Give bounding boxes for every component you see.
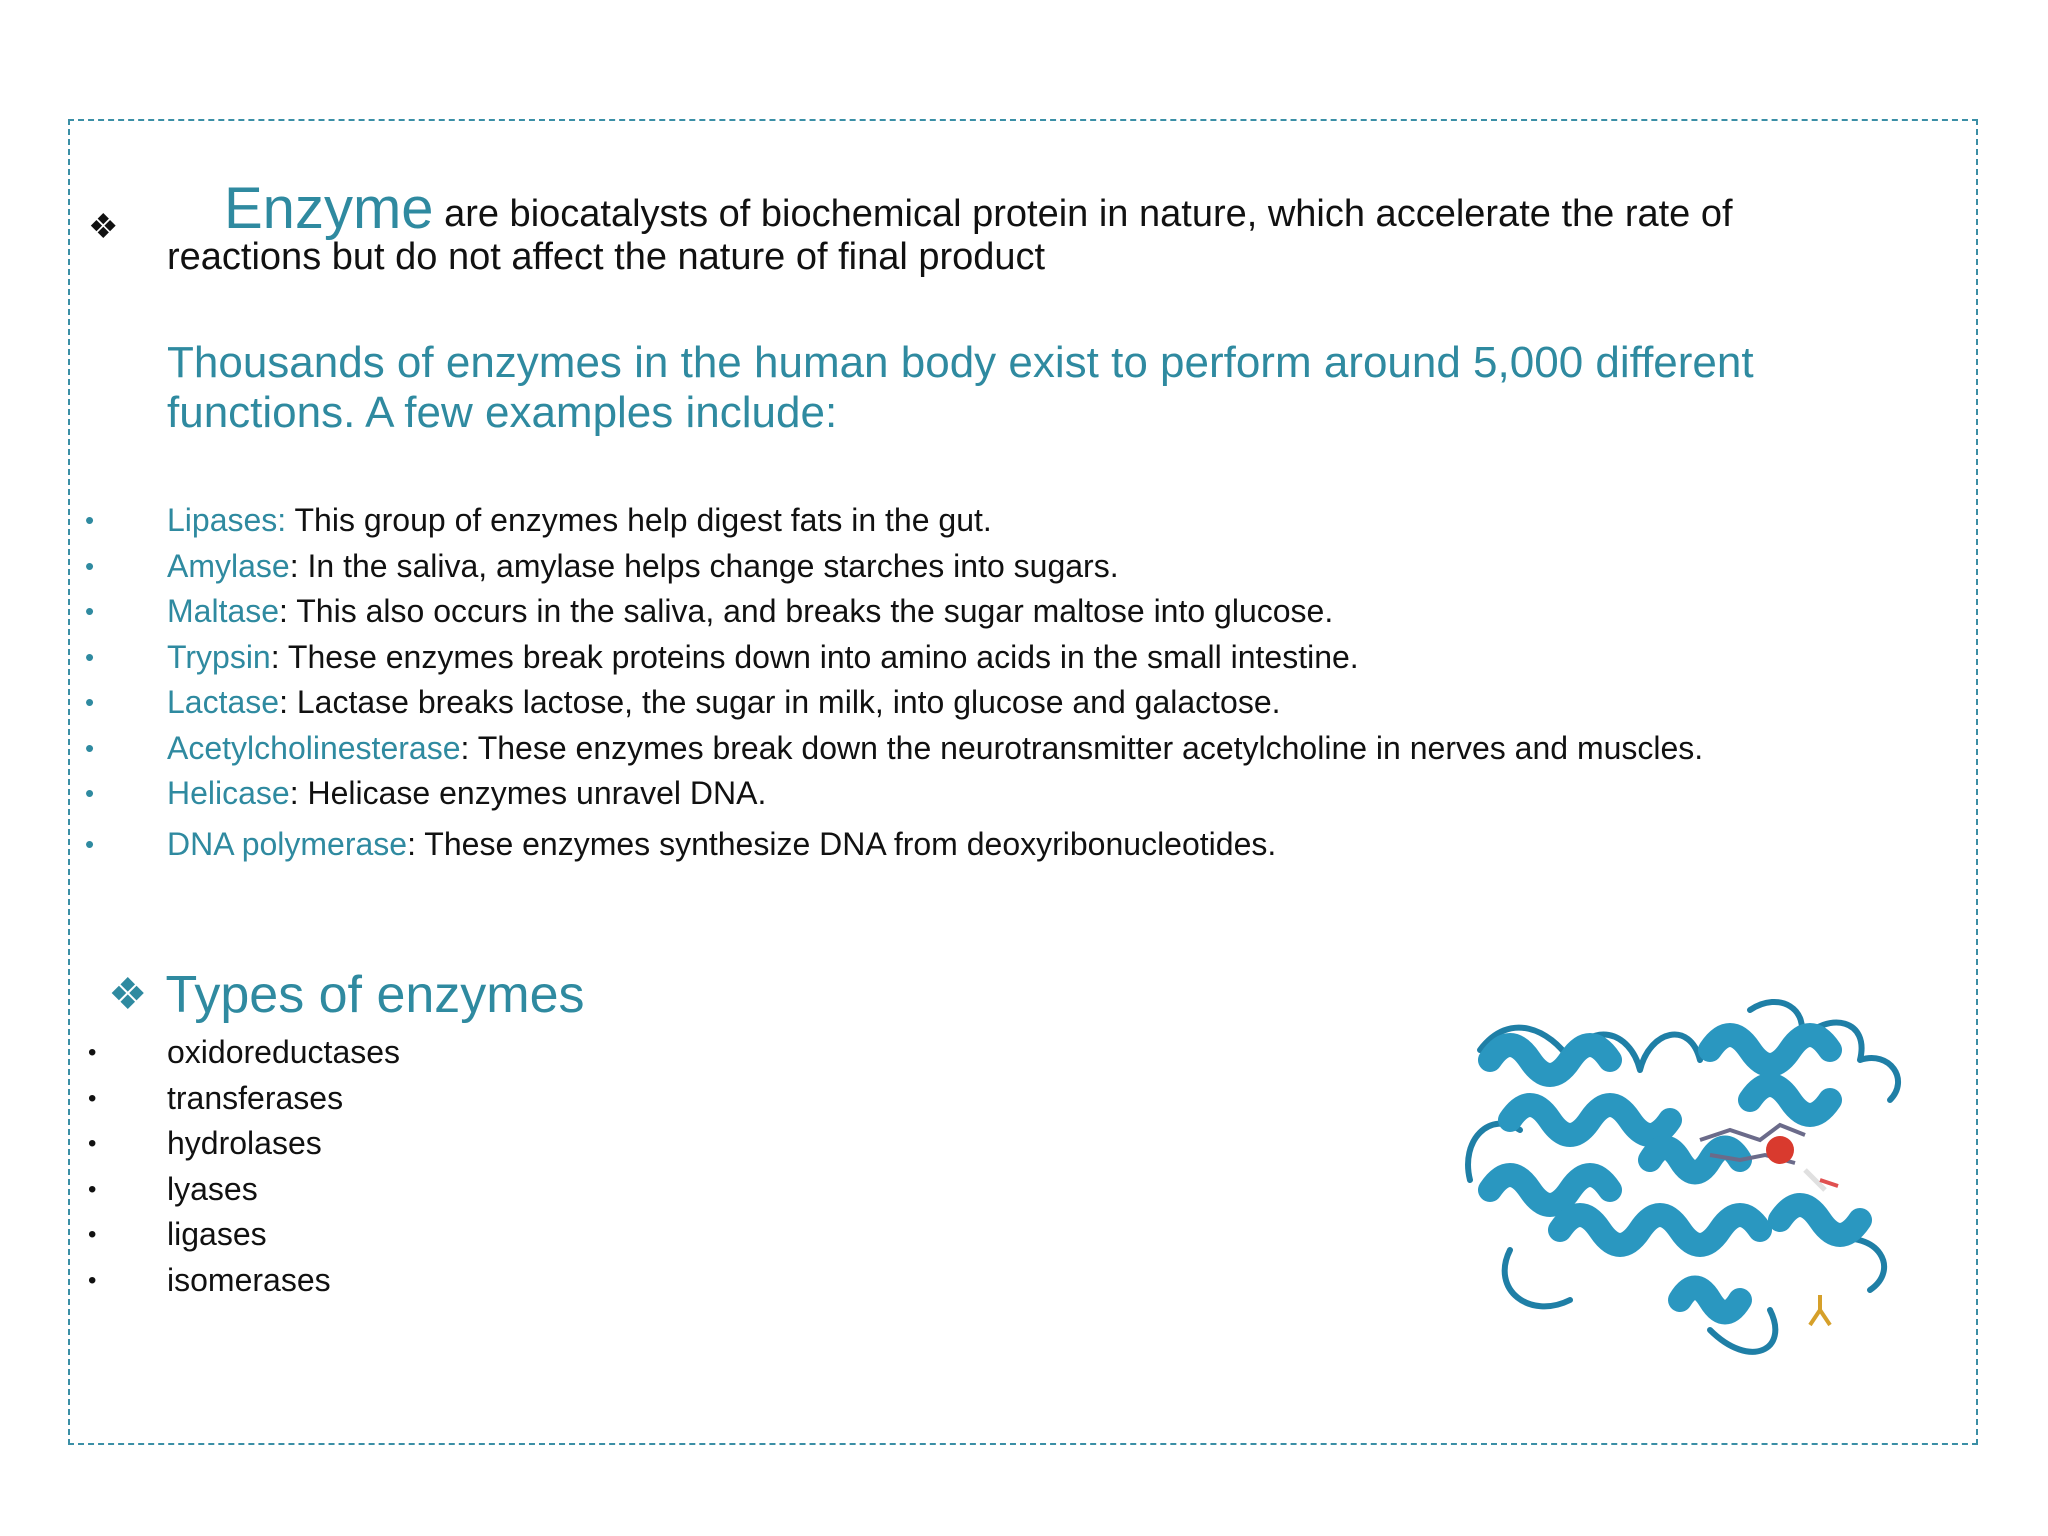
enzyme-description: : Helicase enzymes unravel DNA. [289,775,767,811]
enzyme-description: : These enzymes break down the neurotransmitter acetylcholine in nerves and muscles. [460,729,1704,766]
enzyme-name: Lactase [167,684,280,720]
example-item [85,498,1935,544]
enzyme-name: Acetylcholinesterase [167,729,461,766]
example-item [85,544,1935,590]
enzyme-name: Helicase [167,775,290,811]
bullet-icon: • [88,1221,97,1248]
enzyme-type-item [88,1212,400,1258]
diamond-bullet-icon: ❖ [108,970,148,1019]
enzyme-description: : This also occurs in the saliva, and breaks the sugar maltose into glucose. [279,593,1334,629]
bullet-icon: • [85,732,95,763]
enzyme-name: Trypsin [167,638,271,675]
enzyme-type-label: transferases [167,1079,344,1116]
enzyme-term: Enzyme [224,176,434,241]
enzyme-type-label: ligases [167,1216,267,1252]
enzyme-description: : These enzymes synthesize DNA from deoxyribonucleotides. [407,825,1277,862]
bullet-icon: • [88,1266,97,1294]
bullet-icon: • [85,828,95,859]
enzyme-type-label: hydrolases [167,1125,322,1161]
bullet-icon: • [85,778,95,808]
diamond-bullet-icon: ❖ [88,208,119,246]
bullet-icon: • [88,1039,97,1066]
bullet-icon: • [85,687,95,717]
bullet-icon: • [85,550,95,581]
intro-line2: reactions but do not affect the nature of final product [167,236,1046,278]
example-item [85,635,1935,681]
enzyme-type-item [88,1258,400,1304]
enzyme-type-label: oxidoreductases [167,1034,401,1070]
enzyme-description: : These enzymes break proteins down into amino acids in the small intestine. [270,638,1359,675]
enzyme-description: : In the saliva, amylase helps change starches into sugars. [289,547,1119,584]
types-heading-text: Types of enzymes [165,966,585,1024]
example-item [85,680,1935,726]
intro-line1: are biocatalysts of biochemical protein in nature, which accelerate the rate of [444,193,1733,235]
bullet-icon: • [85,505,95,535]
enzyme-name: Amylase [167,547,290,584]
example-item [85,771,1935,817]
enzyme-name: DNA polymerase [167,825,408,862]
enzyme-type-label: lyases [167,1170,258,1207]
enzyme-name: Maltase [167,593,280,629]
bullet-icon: • [88,1175,97,1203]
example-item [85,589,1935,635]
example-item [85,726,1935,772]
enzyme-description: This group of enzymes help digest fats in the gut. [286,502,992,538]
enzyme-type-item [88,1076,400,1122]
types-heading [108,963,585,1027]
enzyme-type-label: isomerases [167,1261,331,1298]
bullet-icon: • [88,1130,97,1157]
enzyme-examples-list [85,498,1935,867]
enzyme-type-item [88,1167,400,1213]
enzyme-description: : Lactase breaks lactose, the sugar in milk, into glucose and galactose. [279,684,1281,720]
bullet-icon: • [85,641,95,672]
enzyme-types-list [88,1030,400,1303]
bullet-icon: • [85,596,95,626]
intro-paragraph [88,176,1868,281]
lead-paragraph: Thousands of enzymes in the human body exist to perform around 5,000 different functions. A few examples include: [167,338,1754,437]
protein-structure-image [1450,990,1930,1390]
enzyme-name: Lipases: [167,502,287,538]
bullet-icon: • [88,1084,97,1112]
example-item [85,822,1935,868]
enzyme-type-item [88,1121,400,1167]
enzyme-type-item [88,1030,400,1076]
